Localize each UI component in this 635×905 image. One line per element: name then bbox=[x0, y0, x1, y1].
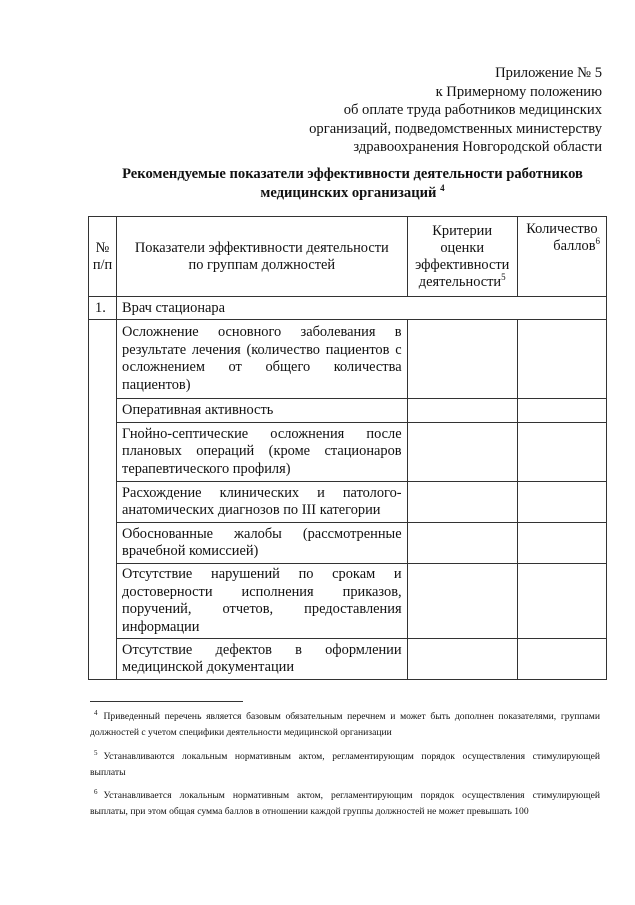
score-cell bbox=[517, 399, 606, 423]
criteria-cell bbox=[407, 639, 517, 680]
appendix-ref-line: здравоохранения Новгородской области bbox=[353, 139, 602, 156]
indicators-table bbox=[88, 216, 607, 680]
footnote-mark: 6 bbox=[94, 788, 98, 796]
score-cell bbox=[517, 523, 606, 564]
indicator-cell: Отсутствие дефектов в оформлении медицинской документации bbox=[117, 639, 408, 680]
document-title bbox=[90, 165, 615, 203]
section-number: 1. bbox=[89, 297, 117, 320]
criteria-cell bbox=[407, 564, 517, 639]
indicator-cell: Гнойно-септические осложнения после плановых операций (кроме стационаров терапевтического профиля) bbox=[117, 423, 408, 482]
footnote bbox=[90, 745, 600, 781]
score-cell bbox=[517, 320, 606, 399]
table-row bbox=[89, 564, 607, 639]
table-row bbox=[89, 482, 607, 523]
column-header-number: № п/п bbox=[89, 217, 117, 297]
column-header-score: Количество баллов$^6$ bbox=[517, 217, 606, 297]
criteria-cell bbox=[407, 423, 517, 482]
indicator-cell: Осложнение основного заболевания в результате лечения (количество пациентов с осложнением от общего количества пациентов) bbox=[117, 320, 408, 399]
score-cell bbox=[517, 423, 606, 482]
indicator-cell: Обоснованные жалобы (рассмотренные врачебной комиссией) bbox=[117, 523, 408, 564]
footnote-ref: 4 bbox=[440, 183, 445, 193]
column-header-criteria: Критерии оценки эффективности деятельности$^5$ bbox=[407, 217, 517, 297]
indicator-cell: Расхождение клинических и патолого-анатомических диагнозов по III категории bbox=[117, 482, 408, 523]
appendix-ref-line: об оплате труда работников медицинских bbox=[343, 102, 602, 119]
footnote-text: Приведенный перечень является базовым обязательным перечнем и может быть дополнен показателями, группами должностей с учетом специфики деятельности медицинской организации bbox=[90, 711, 600, 738]
title-line: Рекомендуемые показатели эффективности деятельности работников bbox=[122, 166, 583, 182]
criteria-cell bbox=[407, 523, 517, 564]
footnote-separator bbox=[90, 701, 243, 702]
appendix-ref-line: организаций, подведомственных министерству bbox=[309, 120, 602, 137]
footnote-mark: 5 bbox=[94, 749, 98, 757]
title-line: медицинских организаций bbox=[260, 185, 437, 201]
indicator-cell: Отсутствие нарушений по срокам и достоверности исполнения приказов, поручений, отчетов, предоставления информации bbox=[117, 564, 408, 639]
criteria-cell bbox=[407, 320, 517, 399]
footnote-ref: 6 bbox=[595, 236, 600, 246]
criteria-cell bbox=[407, 399, 517, 423]
appendix-ref-line: к Примерному положению bbox=[435, 83, 602, 100]
table-row bbox=[89, 320, 607, 399]
footnote-text: Устанавливается локальным нормативным актом, регламентирующим порядок осуществления стимулирующей выплаты, при этом общая сумма баллов в отношении каждой группы должностей не может превышать 100 bbox=[90, 790, 600, 817]
section-row bbox=[89, 297, 607, 320]
number-cell-empty bbox=[89, 320, 117, 680]
score-cell bbox=[517, 639, 606, 680]
table-row bbox=[89, 399, 607, 423]
footnote bbox=[90, 784, 600, 820]
indicator-cell: Оперативная активность bbox=[117, 399, 408, 423]
footnote-ref: 5 bbox=[501, 271, 506, 282]
table-row bbox=[89, 639, 607, 680]
criteria-cell bbox=[407, 482, 517, 523]
section-label: Врач стационара bbox=[117, 297, 607, 320]
appendix-number: Приложение № 5 bbox=[495, 65, 602, 81]
table-row bbox=[89, 423, 607, 482]
score-cell bbox=[517, 482, 606, 523]
score-cell bbox=[517, 564, 606, 639]
table-row bbox=[89, 523, 607, 564]
appendix-header bbox=[309, 64, 602, 157]
footnote-mark: 4 bbox=[94, 709, 98, 717]
table-header-row bbox=[89, 217, 607, 297]
footnote bbox=[90, 705, 600, 741]
footnote-text: Устанавливаются локальным нормативным актом, регламентирующим порядок осуществления стимулирующей выплаты bbox=[90, 751, 600, 778]
column-header-indicators: Показатели эффективности деятельности по группам должностей bbox=[117, 217, 408, 297]
